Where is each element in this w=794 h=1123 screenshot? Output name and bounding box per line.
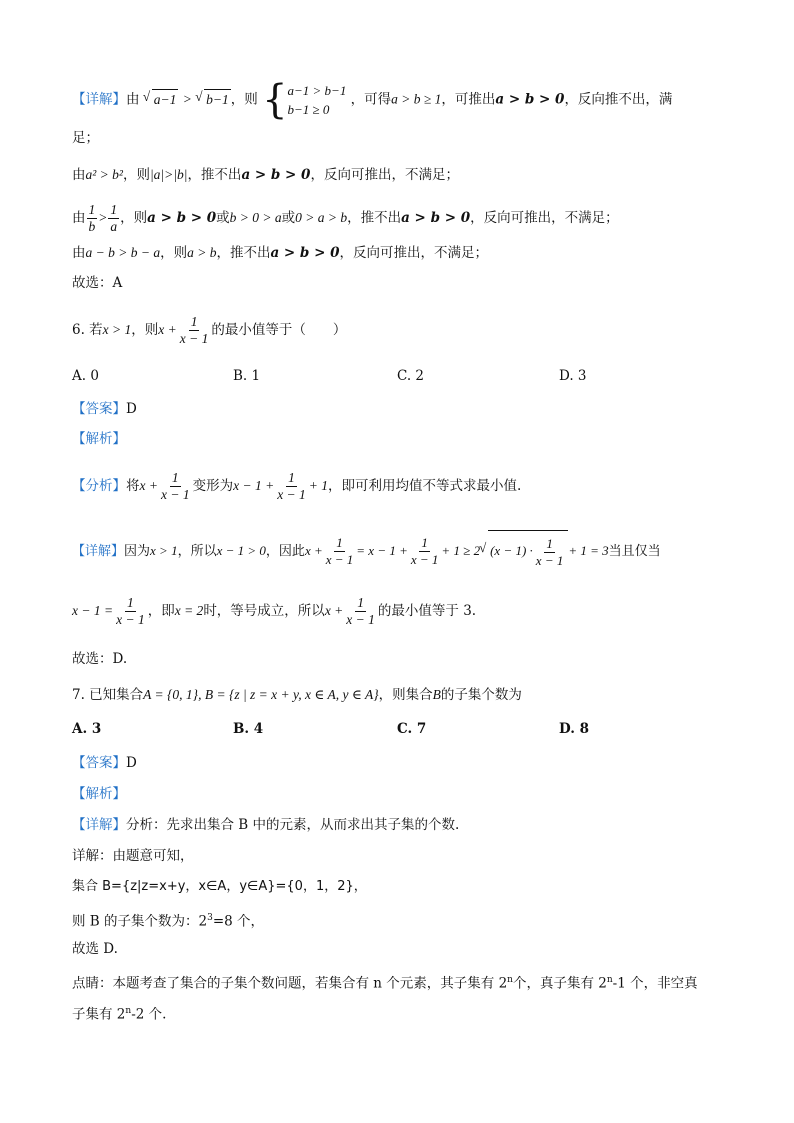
system-brace: { a−1 > b−1 b−1 ≥ 0 <box>262 77 347 123</box>
math: > <box>98 210 108 225</box>
text: 个，真子集有 2 <box>512 975 607 992</box>
math: + 1 ≥ 2 <box>441 543 481 558</box>
fraction <box>178 314 211 347</box>
fraction <box>159 470 192 503</box>
system-row: b−1 ≥ 0 <box>287 102 330 117</box>
text: 变形为 <box>192 478 234 494</box>
denominator: x − 1 <box>346 612 375 627</box>
option-b: B. 1 <box>233 368 261 384</box>
denominator: x − 1 <box>277 487 306 502</box>
p5-line-2: 足； <box>72 130 99 146</box>
math: a > b ≥ 1 <box>391 91 442 107</box>
text: 点睛：本题考查了集合的子集个数问题，若集合有 n 个元素，其子集有 2 <box>72 975 508 992</box>
q6-line-2 <box>72 593 476 629</box>
q6-fenxi <box>72 468 521 504</box>
text: 分析：先求出集合 B 中的元素，从而求出其子集的个数. <box>126 817 460 833</box>
text: 由 <box>72 245 86 261</box>
q6-xiangjie <box>72 530 661 572</box>
q6-analysis-tag <box>72 429 126 449</box>
q7-line-5 <box>72 970 698 994</box>
option-a: A. 3 <box>72 721 102 737</box>
option-b: B. 4 <box>233 721 264 737</box>
math: x > 1 <box>150 543 178 558</box>
numerator: 1 <box>127 595 134 610</box>
math: x = 2 <box>174 603 204 618</box>
text: ，反向推不出，满 <box>564 91 673 108</box>
denominator: x − 1 <box>535 552 564 568</box>
math: x + <box>158 322 177 337</box>
math: x − 1 = <box>72 603 114 618</box>
superscript: n <box>606 975 613 985</box>
option-c: C. 2 <box>397 368 425 384</box>
numerator: 1 <box>110 202 118 217</box>
denominator: a <box>110 219 118 234</box>
q6-conclusion: 故选：D. <box>72 651 128 667</box>
numerator: 1 <box>336 535 343 550</box>
text: =8 个， <box>212 913 265 930</box>
math: (x − 1) · <box>490 543 533 558</box>
text: ，则 <box>122 167 150 183</box>
math: x − 1 + <box>233 478 275 493</box>
text: 当且仅当 <box>608 544 661 559</box>
option-d: D. 3 <box>559 368 587 384</box>
text: ，推不出 <box>216 245 271 261</box>
text: 则 B 的子集个数为：2 <box>72 913 208 930</box>
math: = x − 1 + <box>356 543 408 558</box>
question-number: 7. 已知集合 <box>72 687 144 703</box>
text: ，所以 <box>177 544 217 559</box>
q7-line-1: 详解：由题意可知， <box>72 848 194 864</box>
fraction <box>87 202 98 235</box>
text: ，可得 <box>350 91 392 108</box>
analysis-tag: 【解析】 <box>72 786 126 802</box>
text: ，因此 <box>265 544 305 559</box>
text: ，即 <box>147 603 175 619</box>
text: ，则集合 <box>378 687 433 703</box>
sqrt-expr: √ a−1 <box>152 89 179 110</box>
math: a > b > 0 <box>241 167 311 183</box>
p5-line-1 <box>72 77 673 123</box>
math: x + <box>324 603 344 618</box>
answer-value: D <box>126 755 137 771</box>
text: ，则 <box>160 245 188 261</box>
math: + 1 = 3 <box>568 543 609 558</box>
denominator: x − 1 <box>325 552 354 567</box>
fraction <box>114 595 147 628</box>
fraction <box>275 470 308 503</box>
detail-tag: 【详解】 <box>72 817 126 833</box>
q7-line-2: 集合 B={z|z=x+y，x∈A，y∈A}={0，1，2}， <box>72 879 367 894</box>
text: ，推不出 <box>187 167 242 183</box>
text: -2 个. <box>131 1006 167 1023</box>
text: 或 <box>281 210 296 226</box>
math: a > b > 0 <box>401 210 471 226</box>
sqrt-expr: √ b−1 <box>204 89 231 110</box>
text: -1 个，非空真 <box>612 975 698 992</box>
text: 或 <box>216 210 230 226</box>
fraction <box>344 595 377 628</box>
math: a > b > 0 <box>495 91 565 108</box>
math: |a|>|b| <box>149 167 188 182</box>
option-a: A. 0 <box>72 368 99 384</box>
math: x − 1 > 0 <box>216 543 266 558</box>
q7-line-4: 故选 D. <box>72 941 118 957</box>
numerator: 1 <box>421 535 428 550</box>
answer-tag: 【答案】 <box>72 755 126 771</box>
option-d: D. 8 <box>559 721 590 737</box>
text: 由 <box>72 210 86 226</box>
analysis-tag: 【解析】 <box>72 431 126 447</box>
fraction <box>534 536 566 569</box>
text: 时，等号成立，所以 <box>203 603 325 619</box>
denominator: b <box>88 219 96 234</box>
numerator: 1 <box>171 470 179 485</box>
text: 子集有 2 <box>72 1006 126 1023</box>
superscript: n <box>507 975 513 985</box>
answer-value: D <box>126 401 137 417</box>
text: ，则 <box>120 210 148 226</box>
text: 的最小值等于 3. <box>377 603 477 619</box>
system-row: a−1 > b−1 <box>287 83 347 98</box>
fraction <box>108 202 119 235</box>
math: > <box>182 91 192 107</box>
superscript: 3 <box>207 913 213 923</box>
text: ，反向可推出，不满足； <box>310 167 459 183</box>
text: ，则 <box>131 322 159 338</box>
numerator: 1 <box>357 595 364 610</box>
math: a > b > 0 <box>147 210 217 226</box>
question-number: 6. 若 <box>72 322 103 338</box>
q6-answer <box>72 399 137 419</box>
math: a > b <box>187 245 217 260</box>
p5-line-3 <box>72 165 459 185</box>
text: 的最小值等于（ ） <box>211 322 347 338</box>
q6-stem <box>72 312 346 348</box>
math: x + <box>304 543 323 558</box>
q7-stem <box>72 685 522 705</box>
q7-analysis-tag <box>72 784 126 804</box>
text: 由 <box>126 91 140 108</box>
numerator: 1 <box>546 535 553 551</box>
text: ，则 <box>230 91 258 108</box>
text: ，推不出 <box>347 210 402 226</box>
superscript: n <box>125 1006 132 1016</box>
math: b > 0 > a <box>229 210 282 225</box>
math: x + <box>139 478 158 493</box>
denominator: x − 1 <box>160 487 190 502</box>
q7-answer <box>72 753 137 773</box>
math: a > b > 0 <box>270 245 340 261</box>
option-c: C. 7 <box>397 721 427 737</box>
math: A = {0, 1}, B = {z | z = x + y, x ∈ A, y ∈ A} <box>143 687 379 702</box>
sqrt-expr <box>488 530 568 571</box>
text: 因为 <box>124 544 151 559</box>
text: ，反向可推出，不满足； <box>470 210 619 226</box>
q7-line-6 <box>72 1001 166 1025</box>
q7-line-3 <box>72 908 264 932</box>
math: a − b > b − a <box>85 245 161 260</box>
math: + 1 <box>308 478 329 493</box>
text: 将 <box>126 478 140 494</box>
numerator: 1 <box>190 314 198 329</box>
detail-tag: 【详解】 <box>72 544 125 559</box>
p5-conclusion: 故选：A <box>72 275 123 291</box>
math: x > 1 <box>102 322 132 337</box>
text: ，即可利用均值不等式求最小值. <box>328 478 522 494</box>
denominator: x − 1 <box>410 552 439 567</box>
answer-tag: 【答案】 <box>72 401 126 417</box>
text: 由 <box>72 167 86 183</box>
text: 的子集个数为 <box>440 687 522 703</box>
numerator: 1 <box>288 470 295 485</box>
numerator: 1 <box>88 202 96 217</box>
p5-line-4 <box>72 200 619 236</box>
text: ，反向可推出，不满足； <box>339 245 488 261</box>
detail-tag: 【详解】 <box>72 91 126 108</box>
text: ，可推出 <box>441 91 496 108</box>
fenxi-tag: 【分析】 <box>72 478 126 494</box>
math: a² > b² <box>85 167 123 182</box>
p5-line-5 <box>72 243 488 263</box>
denominator: x − 1 <box>116 612 145 627</box>
math: B <box>432 687 441 702</box>
fraction <box>324 535 356 568</box>
math: 0 > a > b <box>295 210 348 225</box>
q7-xiangjie <box>72 815 459 835</box>
denominator: x − 1 <box>179 331 209 346</box>
fraction <box>409 535 441 568</box>
